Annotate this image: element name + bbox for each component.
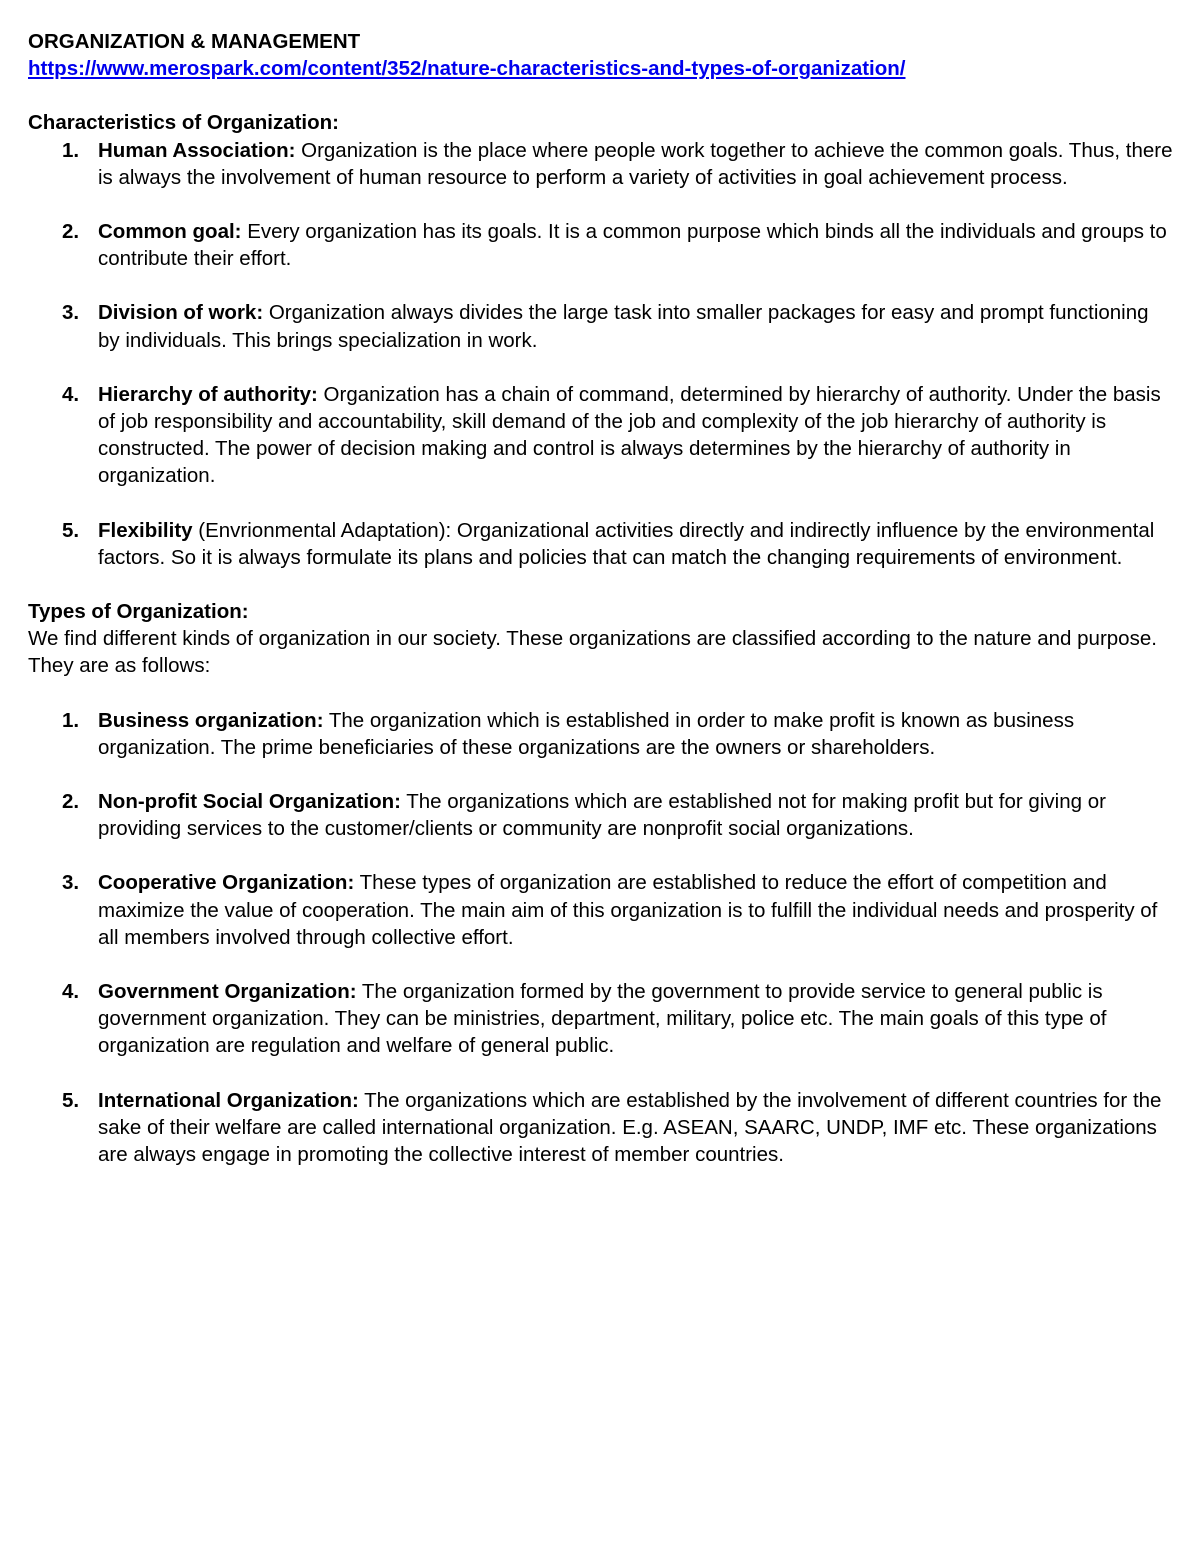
list-number: 5.	[62, 1088, 80, 1112]
item-text: Organization has a chain of command, determined by hierarchy of authority. Under the basis of job responsibility and accountability, skill demand of the job and complexity of the job hierarchy of authority is constructed. The power of decision making and control is always determines by the hierarchy of authority in organization.	[98, 382, 1161, 488]
document-title: ORGANIZATION & MANAGEMENT	[28, 30, 361, 53]
characteristics-heading: Characteristics of Organization:	[28, 111, 339, 135]
item-text: Organization is the place where people work together to achieve the common goals. Thus, there is always the involvement of human resource to perform a variety of activities in goal achievement process.	[98, 138, 1173, 189]
item-text: (Envrionmental Adaptation): Organizational activities directly and indirectly influence by the environmental factors. So it is always formulate its plans and policies that can match the changing requirements of environment.	[98, 518, 1155, 569]
item-term: Hierarchy of authority:	[98, 382, 318, 406]
types-list	[28, 707, 1174, 1169]
list-item	[28, 869, 1174, 951]
list-number: 4.	[62, 382, 80, 406]
list-item	[28, 137, 1174, 191]
list-number: 3.	[62, 301, 80, 325]
list-number: 2.	[62, 790, 80, 814]
list-item	[28, 1087, 1174, 1169]
item-text: The organizations which are established not for making profit but for giving or providing services to the customer/clients or community are nonprofit social organizations.	[98, 790, 1106, 841]
characteristics-list	[28, 137, 1174, 571]
document-page	[28, 28, 1174, 1195]
item-text: The organization formed by the government to provide service to general public is government organization. They can be ministries, department, military, police etc. The main goals of this type of organization are regulation and welfare of general public.	[98, 980, 1107, 1058]
item-text: These types of organization are established to reduce the effort of competition and maximize the value of cooperation. The main aim of this organization is to fulfill the individual needs and prosperity of all members involved through collective effort.	[98, 871, 1158, 949]
item-text: The organization which is established in order to make profit is known as business organization. The prime beneficiaries of these organizations are the owners or shareholders.	[98, 708, 1075, 759]
list-number: 1.	[62, 138, 80, 162]
item-text: The organizations which are established by the involvement of different countries for the sake of their welfare are called international organization. E.g. ASEAN, SAARC, UNDP, IMF etc. These organizations are always engage in promoting the collective interest of member countries.	[98, 1088, 1162, 1167]
list-number: 1.	[62, 708, 80, 732]
list-item	[28, 218, 1174, 272]
source-link[interactable]: https://www.merospark.com/content/352/nature-characteristics-and-types-of-organization/	[28, 57, 906, 81]
item-term: Business organization:	[98, 708, 324, 732]
item-term: Division of work:	[98, 301, 264, 325]
item-term: Government Organization:	[98, 980, 357, 1004]
list-item	[28, 707, 1174, 761]
item-term: Cooperative Organization:	[98, 871, 355, 895]
list-item	[28, 788, 1174, 842]
spacer	[28, 680, 1174, 707]
list-item	[28, 978, 1174, 1060]
list-number: 2.	[62, 220, 80, 244]
item-term: Flexibility	[98, 518, 193, 542]
spacer	[28, 82, 1174, 109]
item-term: Non-profit Social Organization:	[98, 790, 401, 814]
item-term: International Organization:	[98, 1088, 359, 1112]
types-intro: We find different kinds of organization in our society. These organizations are classified according to the nature and purpose. They are as follows:	[28, 627, 1157, 678]
list-item	[28, 299, 1174, 353]
list-item	[28, 381, 1174, 490]
list-item	[28, 517, 1174, 571]
item-text: Organization always divides the large task into smaller packages for easy and prompt functioning by individuals. This brings specialization in work.	[98, 301, 1149, 352]
item-term: Common goal:	[98, 220, 242, 244]
item-text: Every organization has its goals. It is a common purpose which binds all the individuals and groups to contribute their effort.	[98, 220, 1167, 271]
list-number: 3.	[62, 871, 80, 895]
list-number: 5.	[62, 518, 80, 542]
item-term: Human Association:	[98, 138, 296, 162]
types-heading: Types of Organization:	[28, 600, 249, 624]
list-number: 4.	[62, 980, 80, 1004]
